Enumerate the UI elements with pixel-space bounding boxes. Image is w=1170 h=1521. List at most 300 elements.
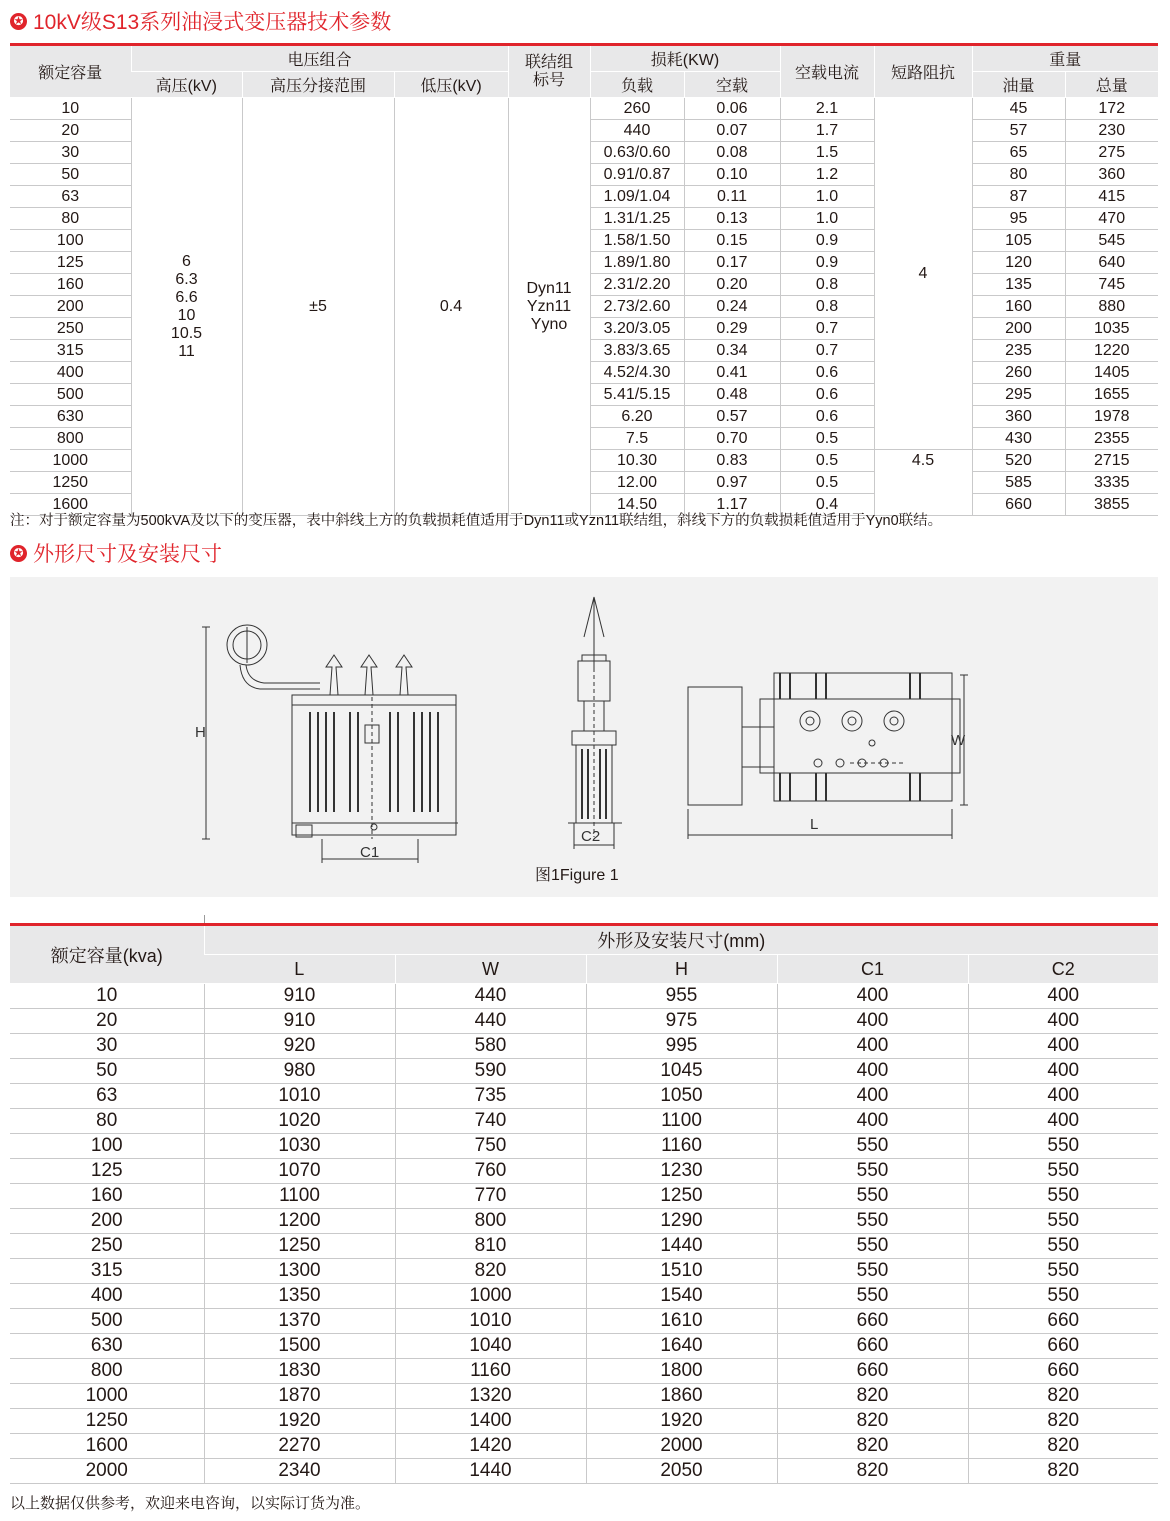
cell-capacity: 800 xyxy=(10,428,131,450)
table-row xyxy=(10,98,1158,120)
cell-h: 2050 xyxy=(586,1459,777,1484)
cell-w: 820 xyxy=(395,1259,586,1284)
label-H: H xyxy=(195,724,206,741)
cell-capacity: 10 xyxy=(10,98,131,120)
header-dims: 外形及安装尺寸(mm) xyxy=(204,925,1158,955)
cell-cap: 315 xyxy=(10,1259,204,1284)
cell-w: 750 xyxy=(395,1134,586,1159)
cell-l: 1370 xyxy=(204,1309,395,1334)
section-title-specs xyxy=(10,6,391,36)
cell-total-weight: 880 xyxy=(1065,296,1158,318)
cell-load-loss: 1.89/1.80 xyxy=(590,252,684,274)
cell-noload-current: 1.2 xyxy=(780,164,874,186)
cell-load-loss: 440 xyxy=(590,120,684,142)
cell-total-weight: 640 xyxy=(1065,252,1158,274)
table-row xyxy=(10,1009,1158,1034)
cell-c2: 820 xyxy=(968,1384,1158,1409)
cell-capacity: 250 xyxy=(10,318,131,340)
cell-total-weight: 360 xyxy=(1065,164,1158,186)
cell-load-loss: 0.91/0.87 xyxy=(590,164,684,186)
cell-load-loss: 7.5 xyxy=(590,428,684,450)
cell-noload-current: 0.5 xyxy=(780,450,874,472)
cell-total-weight: 2715 xyxy=(1065,450,1158,472)
cell-cap: 10 xyxy=(10,984,204,1009)
header-lv: 低压(kV) xyxy=(394,72,508,98)
header-connection-text: 联结组标号 xyxy=(524,53,573,89)
cell-c2: 550 xyxy=(968,1284,1158,1309)
cell-total-weight: 1220 xyxy=(1065,340,1158,362)
cell-load-loss: 1.09/1.04 xyxy=(590,186,684,208)
cell-c2: 660 xyxy=(968,1359,1158,1384)
cell-total-weight: 1978 xyxy=(1065,406,1158,428)
cell-oil-weight: 520 xyxy=(972,450,1065,472)
cell-w: 1420 xyxy=(395,1434,586,1459)
cell-l: 2270 xyxy=(204,1434,395,1459)
cell-noload-loss: 0.41 xyxy=(684,362,780,384)
cell-capacity: 1600 xyxy=(10,494,131,516)
header-oil-weight: 油量 xyxy=(972,72,1065,98)
cell-cap: 250 xyxy=(10,1234,204,1259)
cell-c1: 820 xyxy=(777,1409,968,1434)
cell-h: 1510 xyxy=(586,1259,777,1284)
cell-noload-loss: 0.83 xyxy=(684,450,780,472)
cell-l: 1100 xyxy=(204,1184,395,1209)
cell-noload-loss: 0.13 xyxy=(684,208,780,230)
cell-l: 1830 xyxy=(204,1359,395,1384)
section-title-text: 10kV级S13系列油浸式变压器技术参数 xyxy=(33,11,392,34)
cell-oil-weight: 430 xyxy=(972,428,1065,450)
dimension-figure xyxy=(10,577,1158,897)
cell-cap: 1000 xyxy=(10,1384,204,1409)
cell-w: 1010 xyxy=(395,1309,586,1334)
cell-c2: 550 xyxy=(968,1134,1158,1159)
header-loss: 损耗(KW) xyxy=(590,45,780,72)
cell-c2: 400 xyxy=(968,1109,1158,1134)
table-row xyxy=(10,984,1158,1009)
cell-total-weight: 2355 xyxy=(1065,428,1158,450)
cell-total-weight: 230 xyxy=(1065,120,1158,142)
cell-noload-current: 1.7 xyxy=(780,120,874,142)
table-row xyxy=(10,1459,1158,1484)
cell-impedance: 4.5 xyxy=(874,450,972,516)
section-title-dimensions xyxy=(10,538,222,568)
cell-noload-loss: 0.48 xyxy=(684,384,780,406)
cell-c2: 400 xyxy=(968,1009,1158,1034)
cell-impedance: 4 xyxy=(874,98,972,450)
cell-noload-current: 0.9 xyxy=(780,252,874,274)
cell-noload-current: 1.5 xyxy=(780,142,874,164)
cell-w: 590 xyxy=(395,1059,586,1084)
cell-w: 1160 xyxy=(395,1359,586,1384)
cell-oil-weight: 87 xyxy=(972,186,1065,208)
cell-total-weight: 1405 xyxy=(1065,362,1158,384)
table-row xyxy=(10,1159,1158,1184)
header-C2: C2 xyxy=(968,955,1158,984)
cell-total-weight: 3855 xyxy=(1065,494,1158,516)
cell-h: 1230 xyxy=(586,1159,777,1184)
cell-noload-loss: 0.20 xyxy=(684,274,780,296)
cell-c2: 550 xyxy=(968,1184,1158,1209)
cell-noload-current: 0.6 xyxy=(780,384,874,406)
cell-c1: 550 xyxy=(777,1259,968,1284)
table-row xyxy=(10,1034,1158,1059)
cell-noload-current: 1.0 xyxy=(780,186,874,208)
table-row xyxy=(10,1434,1158,1459)
cell-oil-weight: 660 xyxy=(972,494,1065,516)
cell-l: 980 xyxy=(204,1059,395,1084)
cell-capacity: 200 xyxy=(10,296,131,318)
header-tap-range: 高压分接范围 xyxy=(242,72,394,98)
label-C2: C2 xyxy=(581,828,601,845)
cell-c1: 550 xyxy=(777,1184,968,1209)
header-rated-capacity: 额定容量(kva) xyxy=(10,925,204,984)
cell-connection: Dyn11 Yzn11 Yyno xyxy=(508,98,590,516)
table-row xyxy=(10,1359,1158,1384)
cell-oil-weight: 80 xyxy=(972,164,1065,186)
cell-capacity: 315 xyxy=(10,340,131,362)
cell-h: 1920 xyxy=(586,1409,777,1434)
cell-w: 800 xyxy=(395,1209,586,1234)
cell-noload-current: 0.5 xyxy=(780,472,874,494)
cell-oil-weight: 160 xyxy=(972,296,1065,318)
cell-c2: 400 xyxy=(968,1059,1158,1084)
cell-cap: 63 xyxy=(10,1084,204,1109)
spec-table-body xyxy=(10,98,1158,516)
cell-capacity: 125 xyxy=(10,252,131,274)
cell-capacity: 30 xyxy=(10,142,131,164)
cell-noload-current: 0.6 xyxy=(780,406,874,428)
table-note: 注：对于额定容量为500kVA及以下的变压器，表中斜线上方的负载损耗值适用于Dyn11或Yzn11联结组，斜线下方的负载损耗值适用于Yyn0联结。 xyxy=(10,513,943,529)
cell-capacity: 1000 xyxy=(10,450,131,472)
cell-cap: 100 xyxy=(10,1134,204,1159)
cell-cap: 400 xyxy=(10,1284,204,1309)
cell-cap: 2000 xyxy=(10,1459,204,1484)
cell-load-loss: 14.50 xyxy=(590,494,684,516)
cell-l: 1870 xyxy=(204,1384,395,1409)
cell-total-weight: 545 xyxy=(1065,230,1158,252)
header-impedance: 短路阻抗 xyxy=(874,45,972,98)
header-weight: 重量 xyxy=(972,45,1158,72)
cell-load-loss: 12.00 xyxy=(590,472,684,494)
cell-noload-loss: 0.11 xyxy=(684,186,780,208)
cell-noload-current: 0.9 xyxy=(780,230,874,252)
cell-h: 995 xyxy=(586,1034,777,1059)
cell-cap: 630 xyxy=(10,1334,204,1359)
cell-total-weight: 172 xyxy=(1065,98,1158,120)
cell-c2: 820 xyxy=(968,1459,1158,1484)
cell-c2: 550 xyxy=(968,1159,1158,1184)
cell-total-weight: 470 xyxy=(1065,208,1158,230)
cell-c1: 400 xyxy=(777,1059,968,1084)
cell-cap: 160 xyxy=(10,1184,204,1209)
cell-l: 1030 xyxy=(204,1134,395,1159)
cell-oil-weight: 260 xyxy=(972,362,1065,384)
cell-cap: 1250 xyxy=(10,1409,204,1434)
cell-c2: 550 xyxy=(968,1209,1158,1234)
cell-w: 740 xyxy=(395,1109,586,1134)
table-row xyxy=(10,1109,1158,1134)
cell-noload-loss: 0.57 xyxy=(684,406,780,428)
cell-total-weight: 3335 xyxy=(1065,472,1158,494)
spec-table xyxy=(10,43,1158,516)
cell-oil-weight: 65 xyxy=(972,142,1065,164)
cell-c1: 550 xyxy=(777,1209,968,1234)
cell-l: 1250 xyxy=(204,1234,395,1259)
table-row xyxy=(10,1259,1158,1284)
cell-oil-weight: 135 xyxy=(972,274,1065,296)
label-C1: C1 xyxy=(360,844,380,861)
cell-capacity: 630 xyxy=(10,406,131,428)
cell-oil-weight: 360 xyxy=(972,406,1065,428)
cell-capacity: 400 xyxy=(10,362,131,384)
footer-note: 以上数据仅供参考，欢迎来电咨询，以实际订货为准。 xyxy=(10,1495,371,1512)
cell-cap: 50 xyxy=(10,1059,204,1084)
cell-l: 1350 xyxy=(204,1284,395,1309)
cell-c1: 550 xyxy=(777,1159,968,1184)
table-row xyxy=(10,1309,1158,1334)
cell-hv: 6 6.3 6.6 10 10.5 11 xyxy=(131,98,242,516)
cell-total-weight: 275 xyxy=(1065,142,1158,164)
table-row xyxy=(10,1059,1158,1084)
cell-c2: 660 xyxy=(968,1309,1158,1334)
cell-l: 1300 xyxy=(204,1259,395,1284)
cell-h: 1045 xyxy=(586,1059,777,1084)
label-W: W xyxy=(951,732,966,749)
top-view xyxy=(688,673,968,839)
cell-l: 1920 xyxy=(204,1409,395,1434)
cell-h: 2000 xyxy=(586,1434,777,1459)
cell-c1: 400 xyxy=(777,984,968,1009)
cell-capacity: 63 xyxy=(10,186,131,208)
cell-c1: 400 xyxy=(777,1084,968,1109)
cell-c1: 820 xyxy=(777,1434,968,1459)
cell-capacity: 500 xyxy=(10,384,131,406)
cell-load-loss: 10.30 xyxy=(590,450,684,472)
cell-w: 1320 xyxy=(395,1384,586,1409)
cell-l: 910 xyxy=(204,984,395,1009)
cell-noload-current: 0.5 xyxy=(780,428,874,450)
header-rated-capacity: 额定容量 xyxy=(10,45,131,98)
cell-oil-weight: 295 xyxy=(972,384,1065,406)
cell-c2: 660 xyxy=(968,1334,1158,1359)
cell-c1: 820 xyxy=(777,1384,968,1409)
cell-cap: 500 xyxy=(10,1309,204,1334)
cell-c1: 660 xyxy=(777,1309,968,1334)
cell-noload-current: 2.1 xyxy=(780,98,874,120)
cell-cap: 800 xyxy=(10,1359,204,1384)
header-noload-current: 空载电流 xyxy=(780,45,874,98)
cell-c2: 400 xyxy=(968,1084,1158,1109)
cell-w: 760 xyxy=(395,1159,586,1184)
cell-noload-current: 0.4 xyxy=(780,494,874,516)
cell-c2: 550 xyxy=(968,1234,1158,1259)
cell-load-loss: 3.83/3.65 xyxy=(590,340,684,362)
cell-oil-weight: 585 xyxy=(972,472,1065,494)
cell-w: 770 xyxy=(395,1184,586,1209)
section-title-text: 外形尺寸及安装尺寸 xyxy=(33,543,222,566)
header-load-loss: 负载 xyxy=(590,72,684,98)
cell-l: 910 xyxy=(204,1009,395,1034)
cell-l: 1200 xyxy=(204,1209,395,1234)
star-icon: ✪ xyxy=(10,545,27,562)
cell-w: 735 xyxy=(395,1084,586,1109)
side-view xyxy=(568,597,622,849)
cell-h: 1640 xyxy=(586,1334,777,1359)
cell-total-weight: 1035 xyxy=(1065,318,1158,340)
cell-load-loss: 1.58/1.50 xyxy=(590,230,684,252)
cell-h: 1050 xyxy=(586,1084,777,1109)
cell-h: 1800 xyxy=(586,1359,777,1384)
cell-noload-loss: 0.10 xyxy=(684,164,780,186)
cell-l: 1020 xyxy=(204,1109,395,1134)
cell-load-loss: 4.52/4.30 xyxy=(590,362,684,384)
cell-c1: 550 xyxy=(777,1234,968,1259)
cell-h: 1440 xyxy=(586,1234,777,1259)
cell-oil-weight: 200 xyxy=(972,318,1065,340)
cell-w: 1040 xyxy=(395,1334,586,1359)
cell-noload-loss: 0.06 xyxy=(684,98,780,120)
cell-c1: 400 xyxy=(777,1034,968,1059)
cell-total-weight: 415 xyxy=(1065,186,1158,208)
header-total-weight: 总量 xyxy=(1065,72,1158,98)
cell-l: 1070 xyxy=(204,1159,395,1184)
header-connection xyxy=(508,45,590,98)
cell-load-loss: 3.20/3.05 xyxy=(590,318,684,340)
transformer-drawing xyxy=(10,577,1158,897)
cell-c2: 820 xyxy=(968,1434,1158,1459)
cell-l: 2340 xyxy=(204,1459,395,1484)
cell-lv: 0.4 xyxy=(394,98,508,516)
header-W: W xyxy=(395,955,586,984)
header-hv: 高压(kV) xyxy=(131,72,242,98)
cell-h: 1610 xyxy=(586,1309,777,1334)
figure-caption: 图1Figure 1 xyxy=(535,867,619,884)
cell-noload-loss: 1.17 xyxy=(684,494,780,516)
dimension-table xyxy=(10,923,1158,1484)
cell-c2: 400 xyxy=(968,984,1158,1009)
cell-l: 1500 xyxy=(204,1334,395,1359)
label-L: L xyxy=(810,816,819,833)
cell-load-loss: 0.63/0.60 xyxy=(590,142,684,164)
table-row xyxy=(10,1184,1158,1209)
cell-noload-current: 0.7 xyxy=(780,340,874,362)
cell-noload-loss: 0.97 xyxy=(684,472,780,494)
cell-oil-weight: 45 xyxy=(972,98,1065,120)
dimension-table-body xyxy=(10,984,1158,1484)
cell-c2: 820 xyxy=(968,1409,1158,1434)
header-noload-loss: 空载 xyxy=(684,72,780,98)
cell-noload-loss: 0.08 xyxy=(684,142,780,164)
cell-load-loss: 5.41/5.15 xyxy=(590,384,684,406)
cell-w: 810 xyxy=(395,1234,586,1259)
cell-c1: 550 xyxy=(777,1284,968,1309)
cell-w: 1000 xyxy=(395,1284,586,1309)
cell-capacity: 20 xyxy=(10,120,131,142)
cell-w: 440 xyxy=(395,984,586,1009)
cell-capacity: 160 xyxy=(10,274,131,296)
cell-h: 955 xyxy=(586,984,777,1009)
cell-w: 440 xyxy=(395,1009,586,1034)
cell-tap-range: ±5 xyxy=(242,98,394,516)
cell-c1: 400 xyxy=(777,1009,968,1034)
cell-noload-loss: 0.34 xyxy=(684,340,780,362)
cell-oil-weight: 235 xyxy=(972,340,1065,362)
cell-noload-loss: 0.70 xyxy=(684,428,780,450)
cell-noload-current: 1.0 xyxy=(780,208,874,230)
cell-c2: 550 xyxy=(968,1259,1158,1284)
cell-capacity: 1250 xyxy=(10,472,131,494)
cell-c1: 400 xyxy=(777,1109,968,1134)
header-C1: C1 xyxy=(777,955,968,984)
cell-noload-current: 0.6 xyxy=(780,362,874,384)
cell-noload-current: 0.7 xyxy=(780,318,874,340)
table-row xyxy=(10,1134,1158,1159)
cell-capacity: 80 xyxy=(10,208,131,230)
cell-c1: 820 xyxy=(777,1459,968,1484)
cell-c1: 550 xyxy=(777,1134,968,1159)
table-row xyxy=(10,1209,1158,1234)
cell-load-loss: 2.73/2.60 xyxy=(590,296,684,318)
table-row xyxy=(10,1284,1158,1309)
cell-total-weight: 1655 xyxy=(1065,384,1158,406)
cell-load-loss: 260 xyxy=(590,98,684,120)
cell-noload-loss: 0.29 xyxy=(684,318,780,340)
cell-h: 1290 xyxy=(586,1209,777,1234)
cell-total-weight: 745 xyxy=(1065,274,1158,296)
star-icon: ✪ xyxy=(10,13,27,30)
cell-oil-weight: 120 xyxy=(972,252,1065,274)
table-row xyxy=(10,1234,1158,1259)
cell-cap: 20 xyxy=(10,1009,204,1034)
header-L: L xyxy=(204,955,395,984)
cell-noload-loss: 0.15 xyxy=(684,230,780,252)
cell-cap: 125 xyxy=(10,1159,204,1184)
cell-noload-loss: 0.07 xyxy=(684,120,780,142)
cell-h: 1160 xyxy=(586,1134,777,1159)
header-voltage-combination: 电压组合 xyxy=(131,45,508,72)
cell-capacity: 100 xyxy=(10,230,131,252)
cell-noload-loss: 0.17 xyxy=(684,252,780,274)
cell-noload-loss: 0.24 xyxy=(684,296,780,318)
cell-load-loss: 1.31/1.25 xyxy=(590,208,684,230)
cell-w: 1400 xyxy=(395,1409,586,1434)
cell-h: 1250 xyxy=(586,1184,777,1209)
cell-h: 1100 xyxy=(586,1109,777,1134)
cell-cap: 1600 xyxy=(10,1434,204,1459)
cell-l: 1010 xyxy=(204,1084,395,1109)
cell-load-loss: 6.20 xyxy=(590,406,684,428)
cell-cap: 80 xyxy=(10,1109,204,1134)
cell-h: 1540 xyxy=(586,1284,777,1309)
cell-h: 975 xyxy=(586,1009,777,1034)
header-H: H xyxy=(586,955,777,984)
table-row xyxy=(10,1384,1158,1409)
table-row xyxy=(10,1409,1158,1434)
cell-oil-weight: 95 xyxy=(972,208,1065,230)
cell-l: 920 xyxy=(204,1034,395,1059)
cell-c1: 660 xyxy=(777,1334,968,1359)
cell-capacity: 50 xyxy=(10,164,131,186)
cell-h: 1860 xyxy=(586,1384,777,1409)
table-row xyxy=(10,1084,1158,1109)
cell-c2: 400 xyxy=(968,1034,1158,1059)
cell-noload-current: 0.8 xyxy=(780,274,874,296)
cell-load-loss: 2.31/2.20 xyxy=(590,274,684,296)
front-view xyxy=(202,625,458,863)
cell-w: 580 xyxy=(395,1034,586,1059)
cell-oil-weight: 105 xyxy=(972,230,1065,252)
cell-oil-weight: 57 xyxy=(972,120,1065,142)
